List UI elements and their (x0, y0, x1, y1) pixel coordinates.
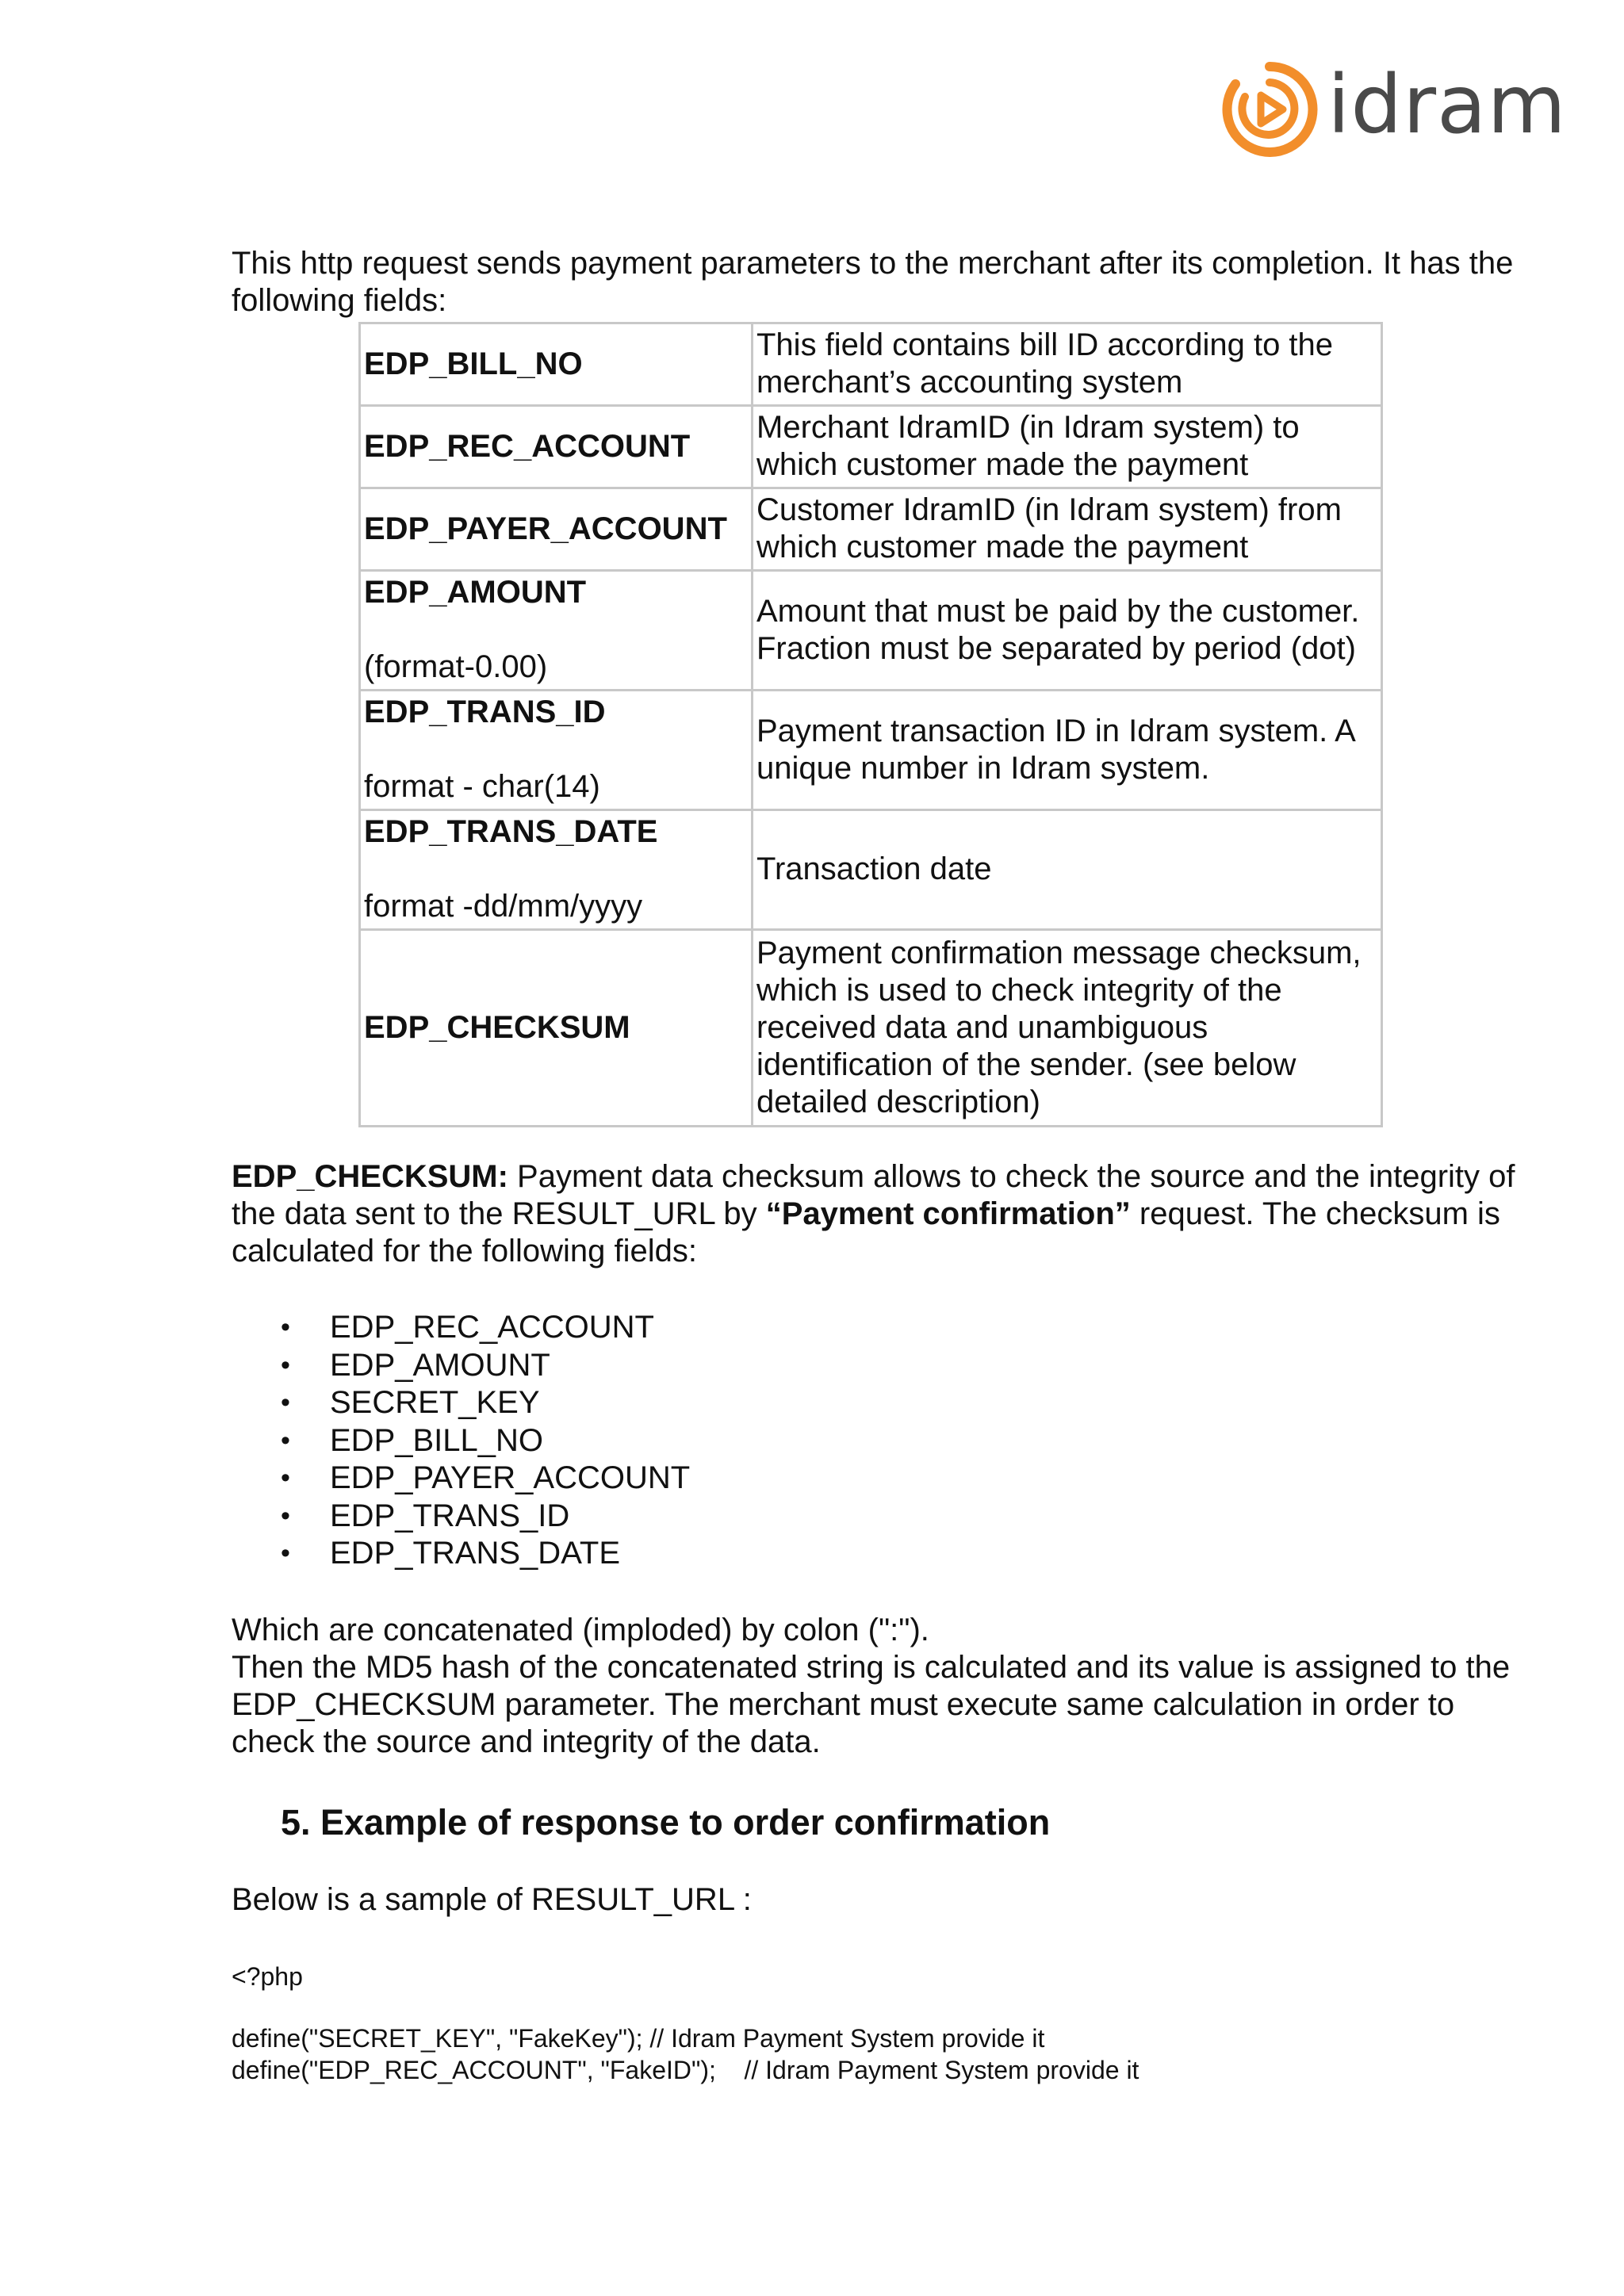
checksum-emphasis: “Payment confirmation” (765, 1196, 1131, 1231)
fields-table (358, 322, 1383, 1127)
table-row (360, 323, 1382, 406)
section-heading (281, 1801, 1565, 1844)
field-name: EDP_TRANS_ID (364, 695, 606, 729)
field-description: Customer IdramID (in Idram system) from which customer made the payment (753, 488, 1382, 571)
intro-paragraph: This http request sends payment parameters to the merchant after its completion. It has the following fields: (232, 246, 1514, 318)
list-item: • EDP_TRANS_DATE (330, 1535, 690, 1573)
table-row (360, 810, 1382, 930)
field-name-cell (360, 691, 753, 810)
concat-line: Then the MD5 hash of the concatenated string is calculated and its value is assigned to the EDP_CHECKSUM parameter. The merchant must execute same calculation in order to check the source and integrity of the data. (232, 1650, 1511, 1759)
list-item: • SECRET_KEY (330, 1384, 690, 1422)
field-description: Merchant IdramID (in Idram system) to which customer made the payment (753, 406, 1382, 488)
field-name: EDP_TRANS_DATE (364, 814, 658, 849)
field-name: EDP_AMOUNT (364, 575, 587, 610)
field-format: (format-0.00) (364, 649, 548, 684)
logo-wordmark: idram (1327, 58, 1567, 152)
field-name: EDP_CHECKSUM (364, 1009, 630, 1045)
field-name-cell (360, 810, 753, 930)
table-row (360, 406, 1382, 488)
code-block (232, 2022, 1516, 2086)
field-name-cell (360, 930, 753, 1127)
checksum-text: Payment data checksum allows to check the source and the integrity of the data sent to the RESULT_URL by (232, 1159, 1515, 1231)
field-name-cell (360, 571, 753, 691)
field-description: Payment confirmation message checksum, which is used to check integrity of the received data and unambiguous identification of the sender. (see below detailed description) (753, 930, 1382, 1127)
section-number: 5. (281, 1802, 311, 1843)
field-format: format - char(14) (364, 769, 600, 804)
field-description: Amount that must be paid by the customer. Fraction must be separated by period (dot) (753, 571, 1382, 691)
code-line: define("EDP_REC_ACCOUNT", "FakeID"); // Idram Payment System provide it (232, 2056, 1139, 2084)
code-open-tag: <?php (232, 1962, 303, 1991)
checksum-field-list (232, 1309, 690, 1573)
list-item: • EDP_TRANS_ID (330, 1498, 690, 1536)
sample-intro: Below is a sample of RESULT_URL : (232, 1882, 752, 1917)
table-row (360, 571, 1382, 691)
field-name: EDP_REC_ACCOUNT (364, 428, 691, 464)
idram-logo (1221, 59, 1567, 160)
table-row (360, 930, 1382, 1127)
list-item: • EDP_BILL_NO (330, 1422, 690, 1460)
list-item: • EDP_REC_ACCOUNT (330, 1309, 690, 1347)
checksum-text: request. The checksum is calculated for the following fields: (232, 1196, 1500, 1269)
list-item: • EDP_AMOUNT (330, 1347, 690, 1385)
field-name: EDP_PAYER_ACCOUNT (364, 511, 727, 546)
field-name-cell (360, 406, 753, 488)
table-row (360, 691, 1382, 810)
checksum-paragraph (232, 1158, 1516, 1270)
checksum-label: EDP_CHECKSUM: (232, 1159, 508, 1194)
field-format: format -dd/mm/yyyy (364, 889, 643, 924)
table-row (360, 488, 1382, 571)
code-line: define("SECRET_KEY", "FakeKey"); // Idram Payment System provide it (232, 2024, 1045, 2053)
field-description: This field contains bill ID according to the merchant’s accounting system (753, 323, 1382, 406)
section-title: Example of response to order confirmation (320, 1802, 1051, 1843)
field-name-cell (360, 488, 753, 571)
concat-line: Which are concatenated (imploded) by colon (":"). (232, 1613, 929, 1647)
concat-paragraph (232, 1612, 1516, 1761)
field-description: Transaction date (753, 810, 1382, 930)
field-name: EDP_BILL_NO (364, 346, 583, 381)
field-name-cell (360, 323, 753, 406)
idram-logo-icon (1221, 60, 1318, 159)
field-description: Payment transaction ID in Idram system. A unique number in Idram system. (753, 691, 1382, 810)
list-item: • EDP_PAYER_ACCOUNT (330, 1460, 690, 1498)
